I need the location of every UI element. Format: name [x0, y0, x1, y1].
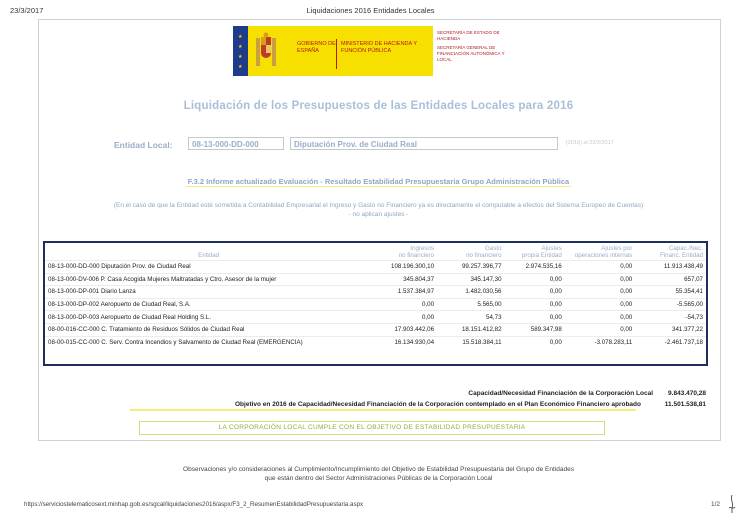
cell-entidad: 08-13-000-DP-002 Aeropuerto de Ciudad Real, S.A. — [45, 298, 372, 311]
col-ingresos-1: Ingresos — [410, 245, 435, 252]
cell-entidad: 08-13-000-DP-003 Aeropuerto de Ciudad Real Holding S.L. — [45, 311, 372, 324]
observaciones — [38, 466, 719, 483]
col-ajustes-2: propia Entidad — [521, 252, 562, 259]
cell-operaciones: 0,00 — [565, 323, 635, 336]
secretaria-general: SECRETARÍA GENERAL DE FINANCIACIÓN AUTONÓMICA Y LOCAL — [437, 45, 505, 62]
col-entidad: Entidad — [198, 252, 220, 259]
eu-star-icon: ★ — [238, 54, 243, 60]
cell-gasto: 99.257.396,77 — [437, 261, 504, 274]
eu-star-icon: ★ — [238, 34, 243, 40]
section-title-text: F.3.2 Informe actualizado Evaluación - Resultado Estabilidad Presupuestaria Grupo Administración Pública — [187, 177, 570, 186]
page-number: 1/2 — [711, 501, 721, 508]
cell-ajustes: 0,00 — [505, 273, 565, 286]
print-date: 23/3/2017 — [10, 6, 44, 15]
cell-operaciones: 0,00 — [565, 311, 635, 324]
col-capacidad-1: Capac./Nec. — [668, 245, 703, 252]
objetivo-label: Objetivo en 2016 de Capacidad/Necesidad Financiación de la Corporación contemplado en el Plan Económico Financiero aprobado — [235, 401, 641, 408]
print-title: Liquidaciones 2016 Entidades Locales — [306, 6, 435, 15]
cell-ingresos: 17.903.442,06 — [372, 323, 437, 336]
table-row — [45, 298, 706, 311]
logo-gobierno-text: GOBIERNO DE ESPAÑA — [297, 41, 336, 54]
col-ingresos — [372, 243, 437, 261]
contabilidad-note — [38, 202, 719, 219]
cell-ingresos: 16.134.930,04 — [372, 336, 437, 348]
objetivo-value: 11.501.538,81 — [664, 401, 706, 408]
secretaria-estado: SECRETARÍA DE ESTADO DE HACIENDA — [437, 30, 500, 41]
col-gasto — [437, 243, 504, 261]
col-capacidad — [635, 243, 706, 261]
cell-ajustes: 0,00 — [505, 336, 565, 348]
table-row — [45, 286, 706, 299]
note-line-2: - no aplican ajustes - — [348, 210, 409, 218]
cell-ingresos: 1.537.384,97 — [372, 286, 437, 299]
cell-entidad: 08-00-016-CC-000 C. Tratamiento de Residuos Sólidos de Ciudad Real — [45, 323, 372, 336]
logo-divider — [336, 39, 337, 69]
cell-capacidad: -2.461.737,18 — [635, 336, 706, 348]
entidad-label: Entidad Local: — [114, 140, 173, 150]
cell-capacidad: 11.913.438,49 — [635, 261, 706, 274]
eu-star-icon: ★ — [238, 44, 243, 50]
logo-ministerio-text: MINISTERIO DE HACIENDA Y FUNCIÓN PÚBLICA — [341, 41, 417, 54]
cell-operaciones: 0,00 — [565, 261, 635, 274]
cell-ingresos: 345.804,37 — [372, 273, 437, 286]
capacidad-label: Capacidad/Necesidad Financiación de la Corporación Local — [468, 390, 653, 397]
page-title: Liquidación de los Presupuestos de las Entidades Locales para 2016 — [183, 100, 574, 112]
cell-gasto: 5.565,00 — [437, 298, 504, 311]
cell-capacidad: 341.377,22 — [635, 323, 706, 336]
cell-entidad: 08-13-000-DD-000 Diputación Prov. de Ciudad Real — [45, 261, 372, 274]
note-line-1: (En el caso de que la Entidad esté sometida a Contabilidad Empresarial el Ingreso y Gasto no Financiero ya es directamente el computable a efectos del Sistema Europeo de Cuentas) — [113, 202, 644, 209]
secretaria-text — [437, 30, 507, 63]
cell-operaciones: -3.078.283,11 — [565, 336, 635, 348]
eu-stripe — [233, 26, 248, 76]
table-header-row — [45, 243, 706, 261]
col-operaciones-2: operaciones internas — [574, 252, 633, 259]
compliance-banner: LA CORPORACIÓN LOCAL CUMPLE CON EL OBJETIVO DE ESTABILIDAD PRESUPUESTARIA — [139, 421, 605, 435]
stability-table — [45, 243, 706, 348]
cell-ajustes: 2.974.535,16 — [505, 261, 565, 274]
entidad-name-field[interactable]: Diputación Prov. de Ciudad Real — [290, 137, 558, 150]
cell-ingresos: 0,00 — [372, 298, 437, 311]
cell-gasto: 1.482.030,56 — [437, 286, 504, 299]
summary-underline — [130, 409, 636, 411]
cell-operaciones: 0,00 — [565, 286, 635, 299]
col-operaciones-1: Ajustes por — [601, 245, 633, 252]
cell-capacidad: 55.354,41 — [635, 286, 706, 299]
col-gasto-2: no financiero — [466, 252, 502, 259]
cell-entidad: 08-13-000-DP-001 Diario Lanza — [45, 286, 372, 299]
cell-capacidad: -5.565,00 — [635, 298, 706, 311]
eu-star-icon: ★ — [238, 64, 243, 70]
cell-capacidad: -54,73 — [635, 311, 706, 324]
cell-entidad: 08-00-015-CC-000 C. Serv. Contra Incendios y Salvamento de Ciudad Real (EMERGENCIA) — [45, 336, 372, 348]
col-ingresos-2: no financiero — [398, 252, 435, 259]
entidad-extra-text: (2016) al 23/3/2017 — [566, 140, 614, 146]
col-operaciones — [565, 243, 635, 261]
table-row — [45, 273, 706, 286]
table-row — [45, 311, 706, 324]
section-title — [38, 177, 719, 186]
observaciones-line-2: que están dentro del Sector Administraciones Públicas de la Corporación Local — [264, 474, 493, 482]
table-row — [45, 336, 706, 348]
cell-ingresos: 0,00 — [372, 311, 437, 324]
observaciones-line-1: Observaciones y/o consideraciones al Cumplimiento/Incumplimiento del Objetivo de Estabilidad Presupuestaria del Grupo de Entidades — [183, 466, 574, 473]
page-frame — [38, 19, 721, 441]
col-gasto-1: Gasto — [485, 245, 502, 252]
cell-capacidad: 657,07 — [635, 273, 706, 286]
signature-mark-icon — [727, 494, 737, 514]
cell-ajustes: 0,00 — [505, 298, 565, 311]
cell-gasto: 18.151.412,82 — [437, 323, 504, 336]
cell-ingresos: 108.196.300,10 — [372, 261, 437, 274]
table-row — [45, 323, 706, 336]
entidad-code-field[interactable]: 08-13-000-DD-000 — [188, 137, 284, 150]
cell-ajustes: 0,00 — [505, 311, 565, 324]
cell-operaciones: 0,00 — [565, 298, 635, 311]
cell-gasto: 54,73 — [437, 311, 504, 324]
cell-ajustes: 0,00 — [505, 286, 565, 299]
cell-ajustes: 589.347,98 — [505, 323, 565, 336]
coat-of-arms-icon — [254, 32, 278, 70]
cell-gasto: 345.147,30 — [437, 273, 504, 286]
col-capacidad-2: Financ. Entidad — [660, 252, 703, 259]
cell-entidad: 08-13-000-DV-006 P. Casa Acogida Mujeres Maltratadas y Ctro. Asesor de la mujer — [45, 273, 372, 286]
print-url: https://serviciostelematicosext.minhap.gob.es/sgcal/liquidaciones2016/aspx/F3_2_ResumenEstabilidadPresupuestaria.aspx — [24, 501, 364, 508]
cell-operaciones: 0,00 — [565, 273, 635, 286]
capacidad-value: 9.843.470,28 — [668, 390, 706, 397]
cell-gasto: 15.518.384,11 — [437, 336, 504, 348]
col-ajustes-1: Ajustes — [541, 245, 562, 252]
table-row — [45, 261, 706, 274]
col-ajustes — [505, 243, 565, 261]
